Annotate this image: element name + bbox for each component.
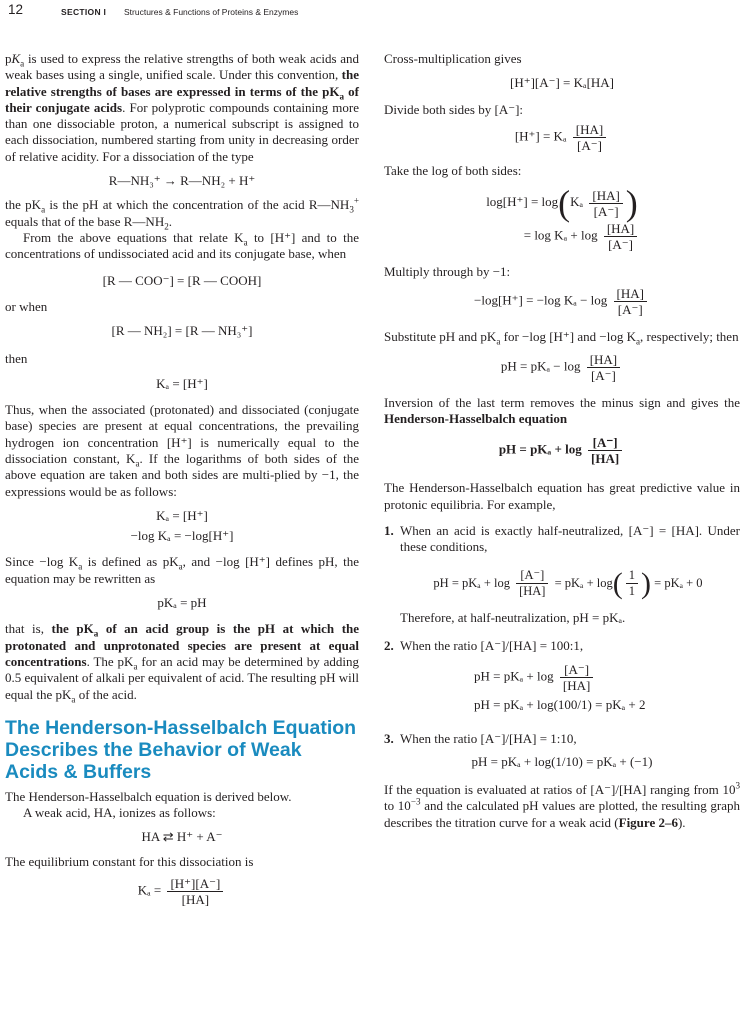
paragraph-final: If the equation is evaluated at ratios of [A⁻]/[HA] ranging from $10^3$ to $10^{-3}$ and the calculated pH values are plotted, the resulting graph describes the titration curve for a weak acid (Figure 2–6).: [384, 780, 740, 830]
text-cross-multiplication: Cross-multiplication gives: [384, 51, 522, 66]
fraction-substitute: $\frac{[HA]}{[A^-]}$: [587, 352, 620, 383]
paragraph-inversion: Inversion of the last term removes the minus sign and gives the Henderson-Hasselbalch equation: [384, 394, 740, 427]
paragraph-pka-definition: the $pK_a$ is the pH at which the concentration of the acid $R—NH_3^+$ equals that of the base $R—NH_2$.: [5, 196, 360, 232]
text-item1-therefore: Therefore, at half-neutralization, pH = pKₐ.: [400, 609, 626, 625]
equation-amine-dissociation: R—NH₃⁺ → R—NH₂ + H⁺: [108, 173, 256, 189]
paragraph-predictive: The Henderson-Hasselbalch equation has great predictive value in protonic equilibria. For example,: [384, 480, 740, 512]
equation-ka-h-2: Kₐ = [H⁺]: [156, 507, 208, 523]
fraction-hh: $\frac{[A^-]}{[HA]}$: [588, 435, 622, 466]
equation-neg-log: −log Kₐ = −log[H⁺]: [130, 528, 234, 544]
section-heading: The Henderson-Hasselbalch Equation Describes the Behavior of Weak Acids & Buffers: [5, 716, 357, 783]
equation-carboxyl: [R — COO⁻] = [R — COOH]: [102, 272, 262, 288]
paragraph-weak-acid: A weak acid, HA, ionizes as follows:: [23, 805, 216, 821]
list-item-3: 3. When the ratio [A⁻]/[HA] = 1:10,: [384, 731, 577, 747]
section-label: SECTION I: [61, 7, 107, 17]
equation-pka-equals-ph: pKₐ = pH: [157, 595, 207, 611]
fraction-ka: $\frac{[H^+][A^-]}{[HA]}$: [167, 876, 223, 907]
fraction-log-1: $\frac{[HA]}{[A^-]}$: [589, 188, 622, 219]
equation-divide: [H⁺] = Kₐ $\frac{[HA]}{[A^-]}$: [384, 122, 740, 153]
equation-cross: [H⁺][A⁻] = Kₐ[HA]: [509, 75, 615, 91]
paragraph-thus: Thus, when the associated (protonated) and dissociated (conjugate base) species are present at equal concentrations, the prevailing hydrogen ion concentration [H⁺] is numerically equal to the dissociation constant, $K_a$. If the logarithms of both sides of the above equation are taken and both sides are multi-plied by −1, the expressions would be as follows:: [5, 402, 359, 499]
running-header: [8, 2, 743, 22]
equation-multiply: −log[H⁺] = −log Kₐ − log $\frac{[HA]}{[A^-]}$: [384, 286, 740, 317]
fraction-item2: $\frac{[A^-]}{[HA]}$: [560, 662, 593, 693]
page-number: 12: [8, 2, 24, 17]
fraction-item1-one: $\frac{1}{1}$: [626, 568, 638, 599]
text-then: then: [5, 351, 28, 367]
paragraph-derived: The Henderson-Hasselbalch equation is derived below.: [5, 788, 292, 804]
equation-log-1: log[H⁺] = log(Kₐ $\frac{[HA]}{[A^-]}$ ): [486, 183, 638, 224]
list-item-2: 2. When the ratio [A⁻]/[HA] = 100:1,: [384, 637, 584, 653]
fraction-item1-a: $\frac{[A^-]}{[HA]}$: [516, 568, 548, 599]
text-take-log: Take the log of both sides:: [384, 162, 522, 178]
paragraph-since: Since −log $K_a$ is defined as $pK_a$, and −log [H⁺] defines pH, the equation may be rewritten as: [5, 554, 360, 586]
left-column: [5, 51, 359, 907]
right-column: [384, 51, 740, 831]
equation-amino: [R — NH₂] = [R — NH₃⁺]: [111, 323, 253, 339]
equation-ka-equals-h: Kₐ = [H⁺]: [156, 375, 208, 391]
equation-log-2: = log Kₐ + log $\frac{[HA]}{[A^-]}$: [384, 221, 740, 252]
equation-item-1: pH = pKₐ + log $\frac{[A^-]}{[HA]}$ = pKₐ + log( $\frac{1}{1}$ ) = pKₐ + 0: [433, 566, 703, 600]
equation-item-2b: pH = pKₐ + log(100/1) = pKₐ + 2: [474, 697, 646, 713]
equation-item-2a: pH = pKₐ + log $\frac{[A^-]}{[HA]}$: [384, 662, 740, 693]
paragraph-pka-intro: $pK_a$ is used to express the relative strengths of both weak acids and weak bases using a single, unified scale. Under this convention, the relative strengths of bases are expressed in terms of the $pK_a$ of their conjugate acids. For polyprotic compounds containing more than one dissociable proton, a numerical subscript is assigned to each dissociation, numbered starting from unity in decreasing order of relative acidity. For a dissociation of the type: [5, 51, 360, 164]
equation-henderson-hasselbalch: pH = pKₐ + log $\frac{[A^-]}{[HA]}$: [384, 435, 740, 466]
fraction-ha-a: $\frac{[HA]}{[A^-]}$: [573, 122, 606, 153]
text-or-when: or when: [5, 298, 48, 314]
paragraph-substitute: Substitute pH and $pK_a$ for −log [H⁺] and −log $K_a$, respectively; then: [384, 329, 739, 348]
text-divide: Divide both sides by [A⁻]:: [384, 101, 524, 117]
fraction-log-2: $\frac{[HA]}{[A^-]}$: [604, 221, 637, 252]
equation-item-3: pH = pKₐ + log(1/10) = pKₐ + (−1): [471, 753, 653, 769]
running-title: Structures & Functions of Proteins & Enzymes: [124, 7, 299, 17]
paragraph-from-above: From the above equations that relate $K_a$ to [H⁺] and to the concentrations of undissociated acid and its conjugate base, when: [5, 229, 359, 262]
paragraph-equilibrium: The equilibrium constant for this dissociation is: [5, 853, 254, 869]
equation-ionization: HA ⇄ H⁺ + A⁻: [141, 829, 223, 845]
paragraph-that-is: that is, the $pK_a$ of an acid group is the pH at which the protonated and unprotonated species are present at equal concentrations. The $pK_a$ for an acid may be determined by adding 0.5 equivalent of alkali per equivalent of acid. The resulting pH will equal the $pK_a$ of the acid.: [5, 621, 360, 705]
text-multiply: Multiply through by −1:: [384, 264, 511, 280]
fraction-multiply: $\frac{[HA]}{[A^-]}$: [614, 286, 647, 317]
equation-ka-definition: Kₐ = $\frac{[H^+][A^-]}{[HA]}$: [5, 876, 359, 907]
equation-substitute: pH = pKₐ − log $\frac{[HA]}{[A^-]}$: [384, 352, 740, 383]
list-item-1: 1. When an acid is exactly half-neutralized, [A⁻] = [HA]. Under these conditions,: [384, 522, 740, 555]
